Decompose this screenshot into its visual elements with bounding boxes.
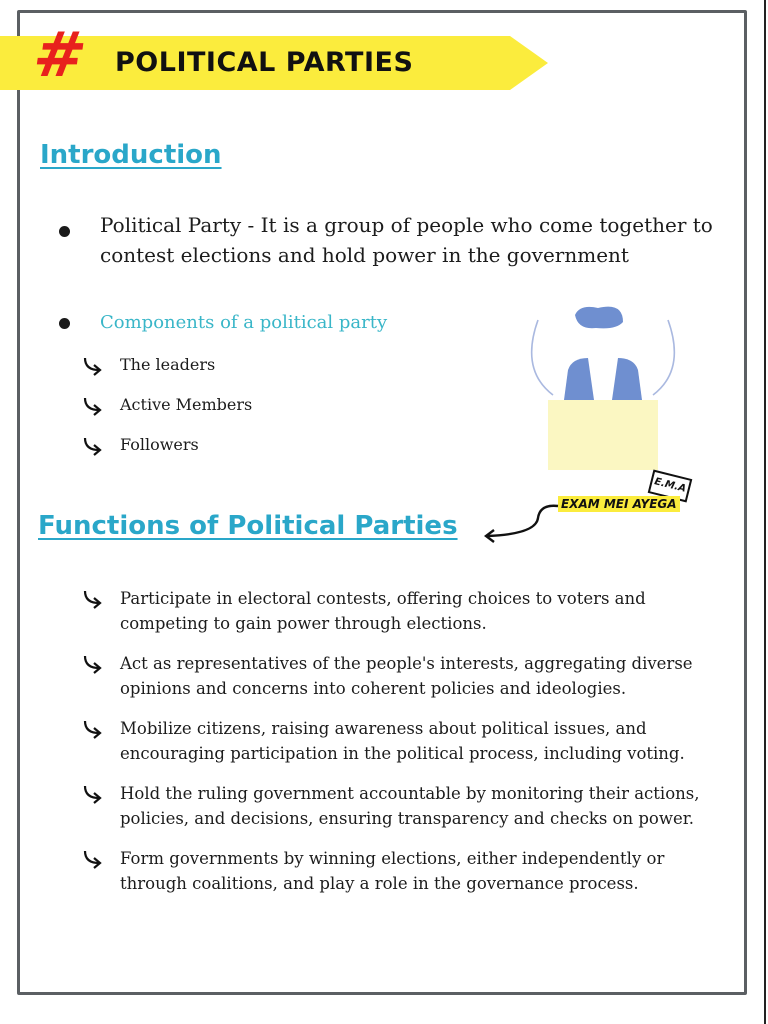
hook-arrow-icon xyxy=(82,849,104,869)
hook-arrow-icon xyxy=(82,654,104,674)
bullet-dot-icon xyxy=(59,318,70,329)
bullet-dot-icon xyxy=(59,226,70,237)
podium-speaker-illustration xyxy=(528,300,678,475)
function-item: Act as representatives of the people's interests, aggregating diverse opinions and concerns into coherent policies and ideologies. xyxy=(120,654,693,698)
right-edge-rule xyxy=(764,0,766,1024)
hook-arrow-icon xyxy=(82,356,104,376)
introduction-heading: Introduction xyxy=(40,140,222,170)
hashtag-icon: # xyxy=(28,18,92,91)
component-item-active-members: Active Members xyxy=(120,395,253,414)
functions-heading: Functions of Political Parties xyxy=(38,511,458,541)
component-item-leaders: The leaders xyxy=(120,355,216,374)
hook-arrow-icon xyxy=(82,719,104,739)
function-item: Form governments by winning elections, either independently or through coalitions, and play a role in the governance process. xyxy=(120,849,665,893)
function-item: Participate in electoral contests, offering choices to voters and competing to gain power through elections. xyxy=(120,589,646,633)
hook-arrow-icon xyxy=(82,436,104,456)
curved-arrow-icon xyxy=(478,500,560,544)
component-item-followers: Followers xyxy=(120,435,199,454)
function-item: Hold the ruling government accountable by monitoring their actions, policies, and decisions, ensuring transparency and checks on power. xyxy=(120,784,700,828)
components-label: Components of a political party xyxy=(100,312,388,333)
exam-mei-ayega-label: EXAM MEI AYEGA xyxy=(558,496,680,512)
hook-arrow-icon xyxy=(82,396,104,416)
hook-arrow-icon xyxy=(82,784,104,804)
function-item: Mobilize citizens, raising awareness about political issues, and encouraging participation in the political process, including voting. xyxy=(120,719,685,763)
political-party-definition: Political Party - It is a group of people who come together to contest elections and hold power in the government xyxy=(100,213,713,267)
page-title: POLITICAL PARTIES xyxy=(115,47,414,78)
ema-badge: E.M.A xyxy=(648,470,693,503)
hook-arrow-icon xyxy=(82,589,104,609)
